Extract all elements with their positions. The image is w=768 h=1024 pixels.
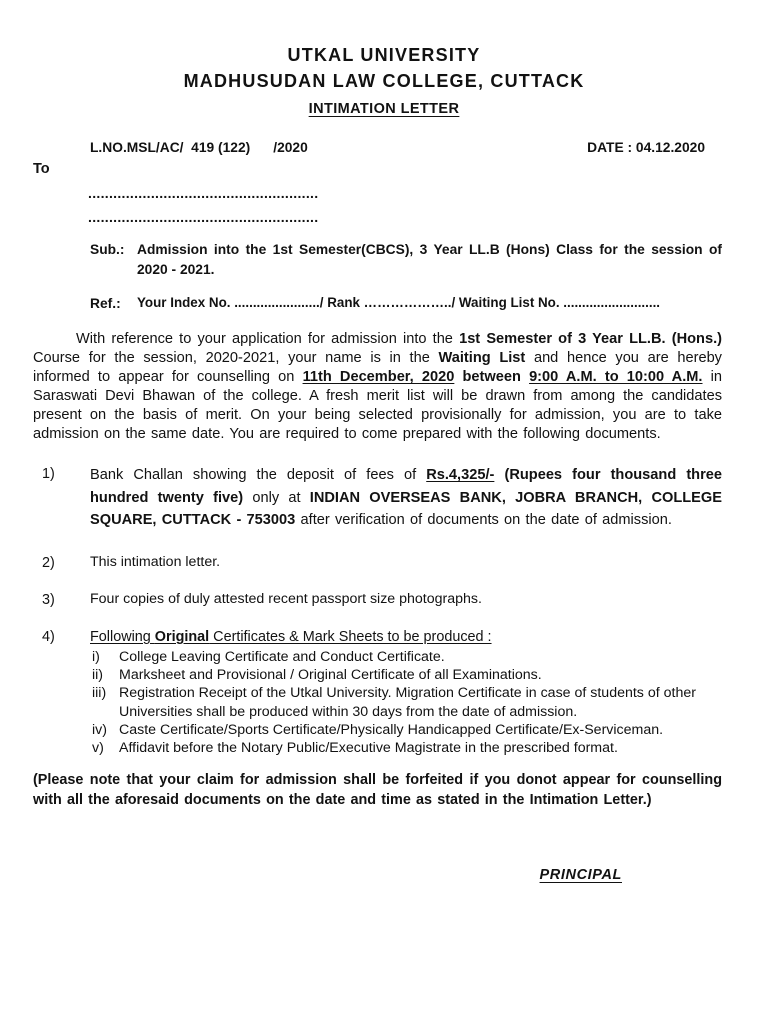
sub-item-i-number: i) bbox=[92, 648, 100, 665]
body-paragraph: With reference to your application for admission into the 1st Semester of 3 Year LL.B. (Hons.) Course for the session, 2020-2021, your name is in the Waiting List and hence you are hereby informed to appear for counselling on 11th December, 2020 between 9:00 A.M. to 10:00 A.M. in Saraswati Devi Bhawan of the college. A fresh merit list will be drawn from among the candidates present on the basis of merit. On your being selected provisionally for admission, you are to take admission on the same date. You are required to come prepared with the following documents. bbox=[33, 331, 723, 442]
sub-item-ii-number: ii) bbox=[92, 667, 104, 684]
sub-item-v bbox=[90, 739, 722, 757]
sub-item-iv-number: iv) bbox=[92, 721, 107, 738]
letter-number: L.NO.MSL/AC/ 419 (122) /2020 bbox=[90, 140, 308, 155]
list-item-1-number: 1) bbox=[42, 466, 55, 483]
list-item-3-number: 3) bbox=[42, 591, 55, 608]
list-item-4-heading: Following Original Certificates & Mark Sheets to be produced : bbox=[90, 628, 492, 645]
list-item-4-number: 4) bbox=[42, 628, 55, 645]
address-line-2: ....................................................... bbox=[88, 209, 319, 225]
letter-body bbox=[0, 140, 768, 884]
letter-date: DATE : 04.12.2020 bbox=[587, 140, 705, 155]
college-title: MADHUSUDAN LAW COLLEGE, CUTTACK bbox=[183, 71, 585, 91]
letter-type-title: INTIMATION LETTER bbox=[308, 101, 460, 117]
sub-item-iii-text: Registration Receipt of the Utkal University. Migration Certificate in case of students of other Universities shall be produced within 30 days from the date of admission. bbox=[119, 685, 696, 720]
list-item-2-number: 2) bbox=[42, 554, 55, 571]
sub-item-iii-number: iii) bbox=[92, 685, 107, 702]
sub-item-ii-text: Marksheet and Provisional / Original Certificate of all Examinations. bbox=[119, 667, 542, 684]
sub-item-i bbox=[90, 648, 722, 666]
list-item-2 bbox=[33, 553, 722, 573]
sub-item-iv-text: Caste Certificate/Sports Certificate/Physically Handicapped Certificate/Ex-Serviceman. bbox=[119, 721, 664, 738]
list-item-2-text: This intimation letter. bbox=[90, 553, 221, 570]
sub-item-v-text: Affidavit before the Notary Public/Executive Magistrate in the prescribed format. bbox=[119, 739, 618, 756]
reference-label: Ref.: bbox=[90, 296, 121, 311]
list-item-3 bbox=[33, 590, 722, 610]
sub-item-iii bbox=[90, 684, 722, 720]
letter-meta-row bbox=[90, 140, 722, 155]
reference-text: Your Index No. ......................./ Rank ………………../ Waiting List No. .......................... bbox=[137, 295, 661, 310]
reference-row bbox=[90, 294, 722, 314]
address-line-1: ....................................................... bbox=[88, 185, 319, 201]
university-title: UTKAL UNIVERSITY bbox=[287, 45, 481, 65]
letter-type-heading bbox=[0, 101, 768, 117]
sub-item-v-number: v) bbox=[92, 739, 104, 756]
sub-item-i-text: College Leaving Certificate and Conduct Certificate. bbox=[119, 648, 445, 665]
sub-item-iv bbox=[90, 721, 722, 739]
subject-label: Sub.: bbox=[90, 242, 125, 257]
sub-item-ii bbox=[90, 666, 722, 684]
principal-signature-title: PRINCIPAL bbox=[539, 867, 622, 884]
forfeit-note: (Please note that your claim for admission shall be forfeited if you donot appear for counselling with all the aforesaid documents on the date and time as stated in the Intimation Letter.) bbox=[33, 772, 722, 808]
subject-text: Admission into the 1st Semester(CBCS), 3 Year LL.B (Hons) Class for the session of 2020 - 2021. bbox=[137, 242, 722, 277]
list-item-4-content bbox=[90, 627, 722, 757]
subject-row bbox=[90, 240, 722, 280]
letter-header bbox=[0, 0, 768, 117]
list-item-1-text: Bank Challan showing the deposit of fees of Rs.4,325/- (Rupees four thousand three hundred twenty five) only at INDIAN OVERSEAS BANK, JOBRA BRANCH, COLLEGE SQUARE, CUTTACK - 753003 after verification of documents on the date of admission. bbox=[90, 467, 723, 529]
list-item-4 bbox=[33, 627, 722, 757]
list-item-3-text: Four copies of duly attested recent passport size photographs. bbox=[90, 590, 482, 607]
signature-row bbox=[33, 866, 722, 884]
to-label: To bbox=[33, 161, 50, 177]
list-item-1 bbox=[33, 464, 722, 532]
